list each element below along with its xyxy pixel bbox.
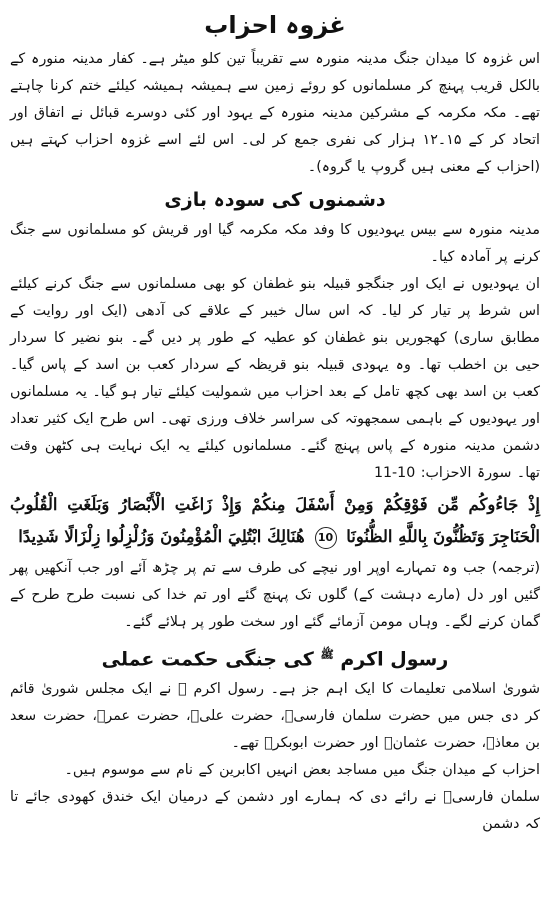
section-heading-enemies: دشمنوں کی سودہ بازی <box>164 189 386 211</box>
section1-paragraph-2 <box>10 271 540 487</box>
section1-paragraph-1: مدینہ منورہ سے بیس یہودیوں کا وفد مکہ مکرمہ گیا اور قریش کو مسلمانوں سے جنگ کرنے پر آمادہ کیا۔ <box>10 222 540 265</box>
ayah-number-marker: 10 <box>315 527 337 549</box>
page-title: غزوہ احزاب <box>204 11 346 39</box>
salutation-glyph: ﷺ <box>320 648 334 661</box>
verse-reference: سورۃ الاحزاب: 10-11 <box>373 465 512 481</box>
section1-paragraph-2-text: ان یہودیوں نے ایک اور جنگجو قبیلہ بنو غطفان کو بھی مسلمانوں سے جنگ کرنے کیلئے اس شرط پر تیار کر لیا۔ کہ اس سال خیبر کے علاقے کی آدھی (ایک اور روایت کے مطابق ساری) کھجوریں بنو غطفان کو عطیہ کے طور پر دیں گے۔ بنو نضیر کا سردار حیی بن اخطب تھا۔ وہ یہودی قبیلہ بنو قریظہ کے سردار کعب بن اسد کے پاس گیا۔ کعب بن اسد بھی کچھ تامل کے بعد احزاب میں شمولیت کیلئے تیار ہو گیا۔ یہ مسلمانوں اور یہودیوں کے باہمی سمجھوتہ کی سراسر خلاف ورزی تھی۔ اس طرح ایک کثیر تعداد دشمن مدینہ منورہ کے پاس پہنچ گئے۔ مسلمانوں کیلئے یہ ایک نہایت ہی کٹھن وقت تھا۔ <box>10 276 540 481</box>
verse-part-1: إِذْ جَاءُوكُم مِّن فَوْقِكُمْ وَمِنْ أَسْفَلَ مِنكُمْ وَإِذْ زَاغَتِ الْأَبْصَارُ وَبَلَغَتِ الْقُلُوبُ الْحَنَاجِرَ وَتَظُنُّونَ بِاللَّهِ الظُّنُونَا <box>10 495 540 546</box>
section2-paragraph-3: سلمان فارسیؓ نے رائے دی کہ ہمارے اور دشمن کے درمیان ایک خندق کھودی جائے تا کہ دشمن <box>10 789 540 833</box>
section2-paragraph-1: شوریٰ اسلامی تعلیمات کا ایک اہم جز ہے۔ رسول اکرم ﷺ نے ایک مجلس شوریٰ قائم کر دی جس میں حضرت سلمان فارسیؓ، حضرت علیؓ، حضرت عمرؓ، حضرت سعد بن معاذؓ، حضرت عثمانؓ اور حضرت ابوبکرؓ تھے۔ <box>10 681 540 752</box>
strategy-heading-end: کی جنگی حکمت عملی <box>101 648 314 671</box>
strategy-heading-start: رسول اکرم <box>340 648 449 671</box>
verse-translation: (ترجمہ) جب وہ تمہارے اوپر اور نیچے کی طرف سے تم پر چڑھ آئے اور جب آنکھیں پھر گئیں اور دل (مارے دہشت کے) گلوں تک پہنچ گئے اور تم خدا کی نسبت طرح طرح کے گمان کرنے لگے۔ وہاں مومن آزمائے گئے اور سخت طور پر ہلائے گئے۔ <box>10 560 540 630</box>
section-heading-strategy <box>10 640 540 674</box>
quran-verse <box>10 489 540 553</box>
section2-paragraph-2: احزاب کے میدان جنگ میں مساجد بعض انہیں اکابرین کے نام سے موسوم ہیں۔ <box>64 762 540 779</box>
intro-paragraph: اس غزوہ کا میدان جنگ مدینہ منورہ سے تقریباً تین کلو میٹر ہے۔ کفار مدینہ منورہ کے بالکل قریب پہنچ کر مسلمانوں کو روئے زمین سے ہمیشہ ہمیشہ کیلئے ختم کرنا چاہتے تھے۔ مکہ مکرمہ کے مشرکین مدینہ منورہ کے یہود اور کئی دوسرے قبائل نے اتفاق اور اتحاد کر کے ۱۵۔۱۲ ہزار کی نفری جمع کر لی۔ اس لئے اسے غزوہ احزاب کہتے ہیں (احزاب کے معنی ہیں گروپ یا گروہ)۔ <box>10 51 540 175</box>
verse-part-2: هُنَالِكَ ابْتُلِيَ الْمُؤْمِنُونَ وَزُلْزِلُوا زِلْزَالًا شَدِيدًا <box>18 527 305 546</box>
